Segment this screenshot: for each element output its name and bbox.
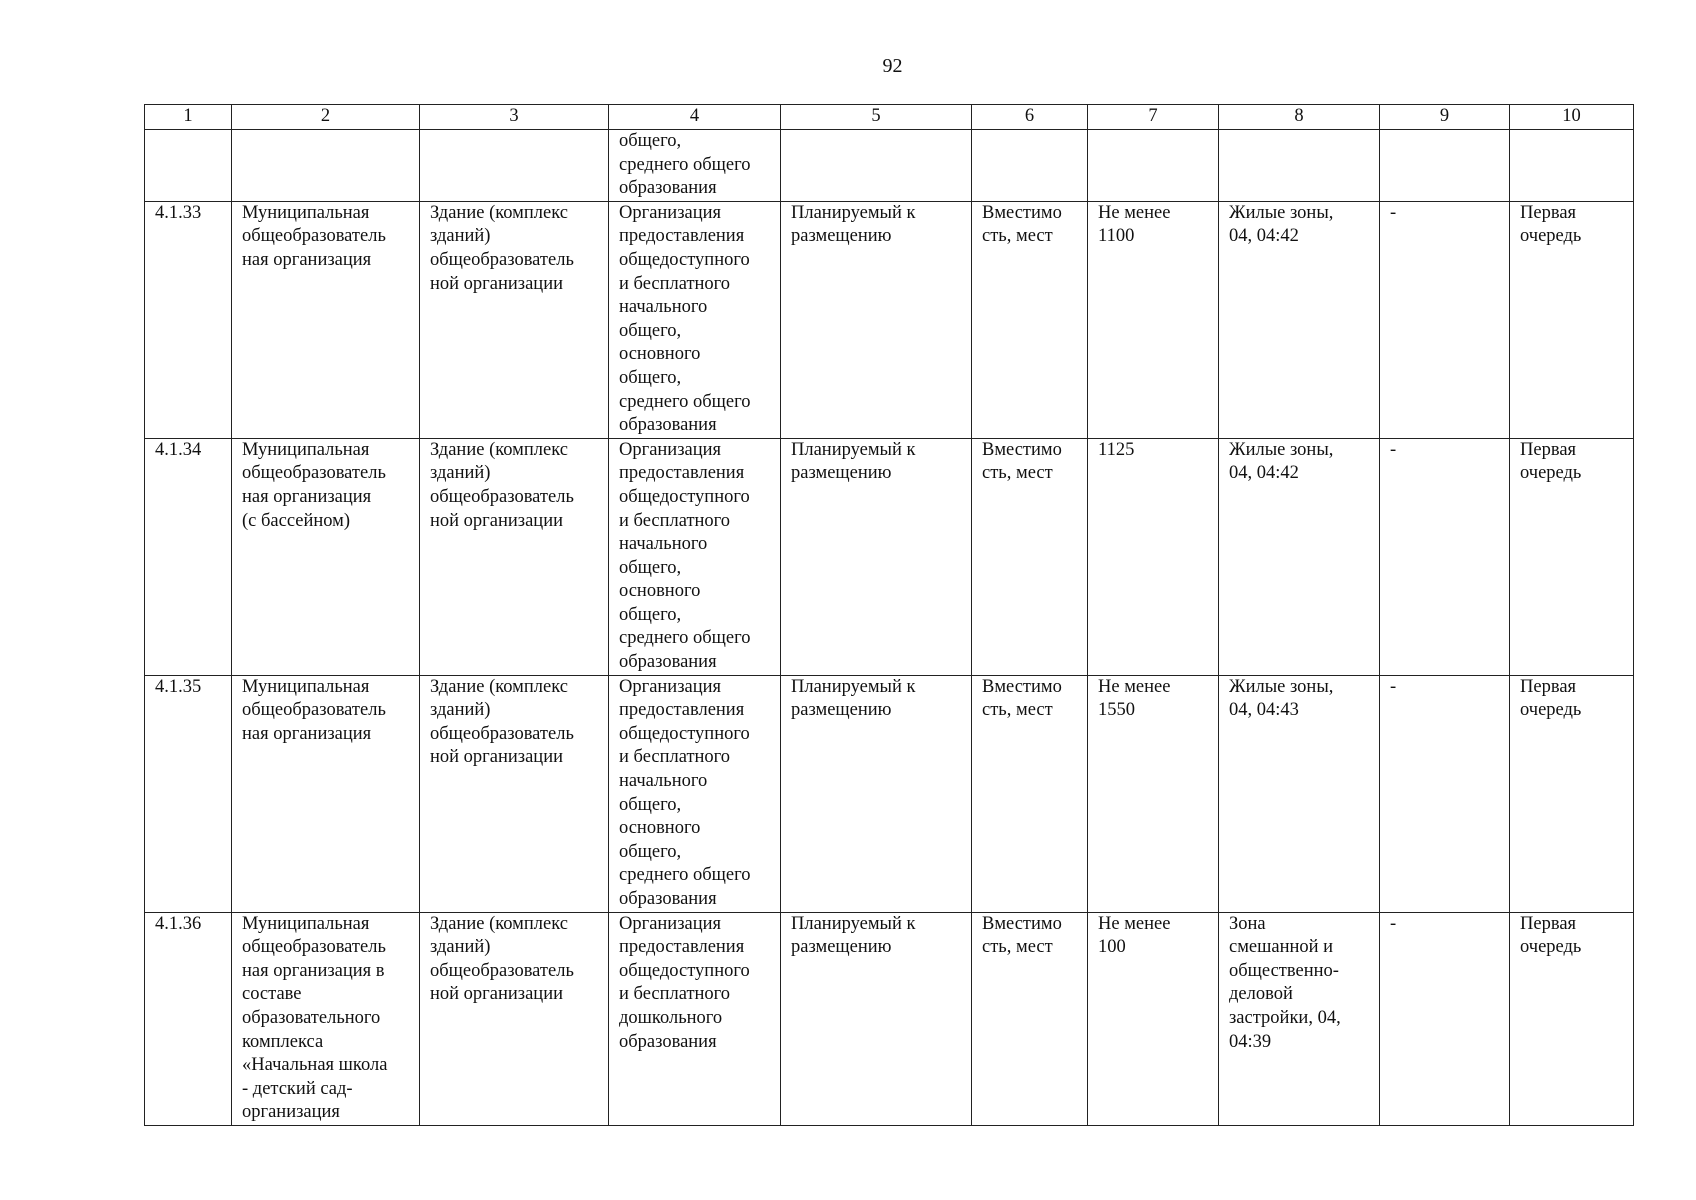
cell-text-line: общего, (619, 604, 682, 625)
column-header-10: 10 (1510, 105, 1634, 130)
table-cell-col-5 (781, 201, 972, 438)
table-cell-col-1 (145, 912, 232, 1125)
cell-text-line: 4.1.34 (155, 439, 202, 460)
table-cell-col-8 (1219, 201, 1380, 438)
cell-text-line: ная организация (242, 486, 372, 507)
table-cell-col-4 (609, 201, 781, 438)
table-cell-col-2 (232, 912, 420, 1125)
cell-text-line: общеобразователь (242, 463, 386, 484)
cell-text-line: - (1390, 913, 1397, 934)
cell-text-line: Вместимо (982, 202, 1062, 223)
table-row (145, 675, 1634, 912)
planning-table (144, 104, 1634, 1126)
column-header-1: 1 (145, 105, 232, 130)
cell-text-line: общедоступного (619, 249, 750, 270)
cell-text-line: Муниципальная (242, 676, 370, 697)
table-cell-col-2 (232, 201, 420, 438)
table-cell-col-1 (145, 130, 232, 202)
cell-text-line: - (1390, 676, 1397, 697)
header-row (145, 105, 1634, 130)
cell-text-line: Первая (1520, 202, 1577, 223)
table-cell-col-2 (232, 675, 420, 912)
cell-text-line: общего, (619, 557, 682, 578)
cell-text-line: организация (242, 1102, 340, 1123)
cell-text-line: 4.1.35 (155, 676, 202, 697)
cell-text-line: общедоступного (619, 960, 750, 981)
table-body (145, 130, 1634, 1126)
cell-text-line: - (1390, 202, 1397, 223)
column-header-6: 6 (972, 105, 1088, 130)
cell-text-line: образования (619, 415, 717, 436)
column-header-2: 2 (232, 105, 420, 130)
cell-text-line: 4.1.36 (155, 913, 202, 934)
cell-text-line: Организация (619, 439, 722, 460)
table-cell-col-8 (1219, 438, 1380, 675)
cell-text-line: общего, (619, 320, 682, 341)
cell-text-line: 04, 04:42 (1229, 226, 1299, 247)
cell-text-line: размещению (791, 226, 892, 247)
table-cell-col-10 (1510, 130, 1634, 202)
cell-text-line: Не менее (1098, 913, 1171, 934)
cell-text-line: начального (619, 771, 708, 792)
column-header-7: 7 (1088, 105, 1219, 130)
table-cell-col-3 (420, 201, 609, 438)
cell-text-line: Муниципальная (242, 913, 370, 934)
cell-text-line: 04, 04:42 (1229, 463, 1299, 484)
cell-text-line: ная организация в (242, 960, 385, 981)
cell-text-line: 1125 (1098, 439, 1135, 460)
table-cell-col-5 (781, 438, 972, 675)
cell-text-line: Первая (1520, 676, 1577, 697)
cell-text-line: смешанной и (1229, 937, 1334, 958)
table-cell-col-8 (1219, 130, 1380, 202)
cell-text-line: основного (619, 344, 701, 365)
cell-text-line: очередь (1520, 700, 1582, 721)
cell-text-line: размещению (791, 700, 892, 721)
cell-text-line: 04, 04:43 (1229, 700, 1299, 721)
table-cell-col-7 (1088, 438, 1219, 675)
table-cell-col-6 (972, 130, 1088, 202)
cell-text-line: начального (619, 534, 708, 555)
cell-text-line: застройки, 04, (1229, 1007, 1341, 1028)
table-cell-col-2 (232, 130, 420, 202)
cell-text-line: Здание (комплекс (430, 676, 568, 697)
cell-text-line: общедоступного (619, 486, 750, 507)
table-cell-col-6 (972, 912, 1088, 1125)
table-cell-col-5 (781, 912, 972, 1125)
cell-text-line: Не менее (1098, 202, 1171, 223)
table-cell-col-7 (1088, 675, 1219, 912)
cell-text-line: зданий) (430, 226, 491, 247)
table-row (145, 438, 1634, 675)
cell-text-line: 04:39 (1229, 1031, 1272, 1052)
table-cell-col-4 (609, 675, 781, 912)
cell-text-line: Вместимо (982, 439, 1062, 460)
cell-text-line: образовательного (242, 1007, 381, 1028)
cell-text-line: «Начальная школа (242, 1055, 388, 1076)
cell-text-line: Вместимо (982, 913, 1062, 934)
cell-text-line: общеобразователь (430, 249, 574, 270)
cell-text-line: составе (242, 984, 302, 1005)
cell-text-line: зданий) (430, 700, 491, 721)
cell-text-line: общеобразователь (430, 960, 574, 981)
table-cell-col-4 (609, 130, 781, 202)
table-cell-col-3 (420, 675, 609, 912)
table-cell-col-1 (145, 438, 232, 675)
table-row (145, 912, 1634, 1125)
cell-text-line: 100 (1098, 937, 1126, 958)
table-cell-col-10 (1510, 912, 1634, 1125)
table-cell-col-9 (1380, 201, 1510, 438)
cell-text-line: Планируемый к (791, 202, 916, 223)
table-cell-col-4 (609, 912, 781, 1125)
table-cell-col-5 (781, 675, 972, 912)
table-cell-col-7 (1088, 130, 1219, 202)
cell-text-line: общеобразователь (430, 486, 574, 507)
cell-text-line: Муниципальная (242, 202, 370, 223)
table-cell-col-3 (420, 130, 609, 202)
cell-text-line: Зона (1229, 913, 1266, 934)
cell-text-line: общеобразователь (242, 937, 386, 958)
cell-text-line: Вместимо (982, 676, 1062, 697)
cell-text-line: комплекса (242, 1031, 324, 1052)
cell-text-line: сть, мест (982, 937, 1053, 958)
cell-text-line: сть, мест (982, 226, 1053, 247)
cell-text-line: Первая (1520, 913, 1577, 934)
cell-text-line: Организация (619, 202, 722, 223)
cell-text-line: Жилые зоны, (1229, 439, 1334, 460)
cell-text-line: - детский сад- (242, 1078, 353, 1099)
cell-text-line: очередь (1520, 463, 1582, 484)
table-cell-col-9 (1380, 912, 1510, 1125)
cell-text-line: Организация (619, 676, 722, 697)
cell-text-line: Планируемый к (791, 676, 916, 697)
cell-text-line: общественно- (1229, 960, 1339, 981)
table-cell-col-9 (1380, 130, 1510, 202)
table-cell-col-8 (1219, 675, 1380, 912)
cell-text-line: общеобразователь (242, 226, 386, 247)
table-cell-col-5 (781, 130, 972, 202)
cell-text-line: зданий) (430, 937, 491, 958)
cell-text-line: Здание (комплекс (430, 913, 568, 934)
table-cell-col-10 (1510, 438, 1634, 675)
table-cell-col-6 (972, 201, 1088, 438)
cell-text-line: общего, (619, 367, 682, 388)
cell-text-line: среднего общего (619, 154, 751, 175)
page-number: 92 (882, 55, 903, 77)
cell-text-line: предоставления (619, 463, 745, 484)
table-cell-col-1 (145, 675, 232, 912)
cell-text-line: общего, (619, 794, 682, 815)
cell-text-line: Муниципальная (242, 439, 370, 460)
cell-text-line: образования (619, 652, 717, 673)
cell-text-line: ная организация (242, 249, 372, 270)
cell-text-line: Не менее (1098, 676, 1171, 697)
cell-text-line: сть, мест (982, 700, 1053, 721)
cell-text-line: Планируемый к (791, 439, 916, 460)
cell-text-line: ная организация (242, 723, 372, 744)
cell-text-line: предоставления (619, 226, 745, 247)
cell-text-line: Организация (619, 913, 722, 934)
column-header-5: 5 (781, 105, 972, 130)
column-header-8: 8 (1219, 105, 1380, 130)
cell-text-line: образования (619, 178, 717, 199)
cell-text-line: ной организации (430, 510, 563, 531)
table-cell-col-6 (972, 438, 1088, 675)
cell-text-line: среднего общего (619, 628, 751, 649)
cell-text-line: общего, (619, 841, 682, 862)
table-cell-col-9 (1380, 675, 1510, 912)
table-cell-col-2 (232, 438, 420, 675)
table-cell-col-8 (1219, 912, 1380, 1125)
table-cell-col-3 (420, 912, 609, 1125)
cell-text-line: Жилые зоны, (1229, 676, 1334, 697)
cell-text-line: и бесплатного (619, 747, 731, 768)
cell-text-line: зданий) (430, 463, 491, 484)
cell-text-line: (с бассейном) (242, 510, 351, 531)
column-header-3: 3 (420, 105, 609, 130)
column-header-9: 9 (1380, 105, 1510, 130)
table-cell-col-4 (609, 438, 781, 675)
cell-text-line: размещению (791, 937, 892, 958)
cell-text-line: Планируемый к (791, 913, 916, 934)
cell-text-line: ной организации (430, 747, 563, 768)
column-header-4: 4 (609, 105, 781, 130)
table-cell-col-10 (1510, 675, 1634, 912)
cell-text-line: среднего общего (619, 865, 751, 886)
table-cell-col-7 (1088, 201, 1219, 438)
cell-text-line: основного (619, 818, 701, 839)
table-cell-col-7 (1088, 912, 1219, 1125)
cell-text-line: 4.1.33 (155, 202, 202, 223)
cell-text-line: 1550 (1098, 700, 1135, 721)
cell-text-line: очередь (1520, 226, 1582, 247)
cell-text-line: очередь (1520, 937, 1582, 958)
cell-text-line: образования (619, 1031, 717, 1052)
cell-text-line: общеобразователь (242, 700, 386, 721)
cell-text-line: ной организации (430, 273, 563, 294)
cell-text-line: общедоступного (619, 723, 750, 744)
cell-text-line: - (1390, 439, 1397, 460)
table-cell-col-6 (972, 675, 1088, 912)
cell-text-line: Жилые зоны, (1229, 202, 1334, 223)
cell-text-line: и бесплатного (619, 273, 731, 294)
cell-text-line: общеобразователь (430, 723, 574, 744)
cell-text-line: Здание (комплекс (430, 439, 568, 460)
table-header (145, 105, 1634, 130)
cell-text-line: размещению (791, 463, 892, 484)
cell-text-line: деловой (1229, 984, 1293, 1005)
cell-text-line: общего, (619, 131, 682, 151)
table-row (145, 201, 1634, 438)
cell-text-line: предоставления (619, 700, 745, 721)
table-row (145, 130, 1634, 202)
cell-text-line: и бесплатного (619, 510, 731, 531)
cell-text-line: образования (619, 889, 717, 909)
cell-text-line: сть, мест (982, 463, 1053, 484)
table-cell-col-3 (420, 438, 609, 675)
table-cell-col-1 (145, 201, 232, 438)
cell-text-line: предоставления (619, 937, 745, 958)
cell-text-line: среднего общего (619, 391, 751, 412)
cell-text-line: основного (619, 581, 701, 602)
cell-text-line: и бесплатного (619, 984, 731, 1005)
cell-text-line: ной организации (430, 984, 563, 1005)
cell-text-line: Здание (комплекс (430, 202, 568, 223)
cell-text-line: 1100 (1098, 226, 1135, 247)
table-cell-col-10 (1510, 201, 1634, 438)
cell-text-line: начального (619, 297, 708, 318)
cell-text-line: Первая (1520, 439, 1577, 460)
cell-text-line: дошкольного (619, 1007, 723, 1028)
table-cell-col-9 (1380, 438, 1510, 675)
